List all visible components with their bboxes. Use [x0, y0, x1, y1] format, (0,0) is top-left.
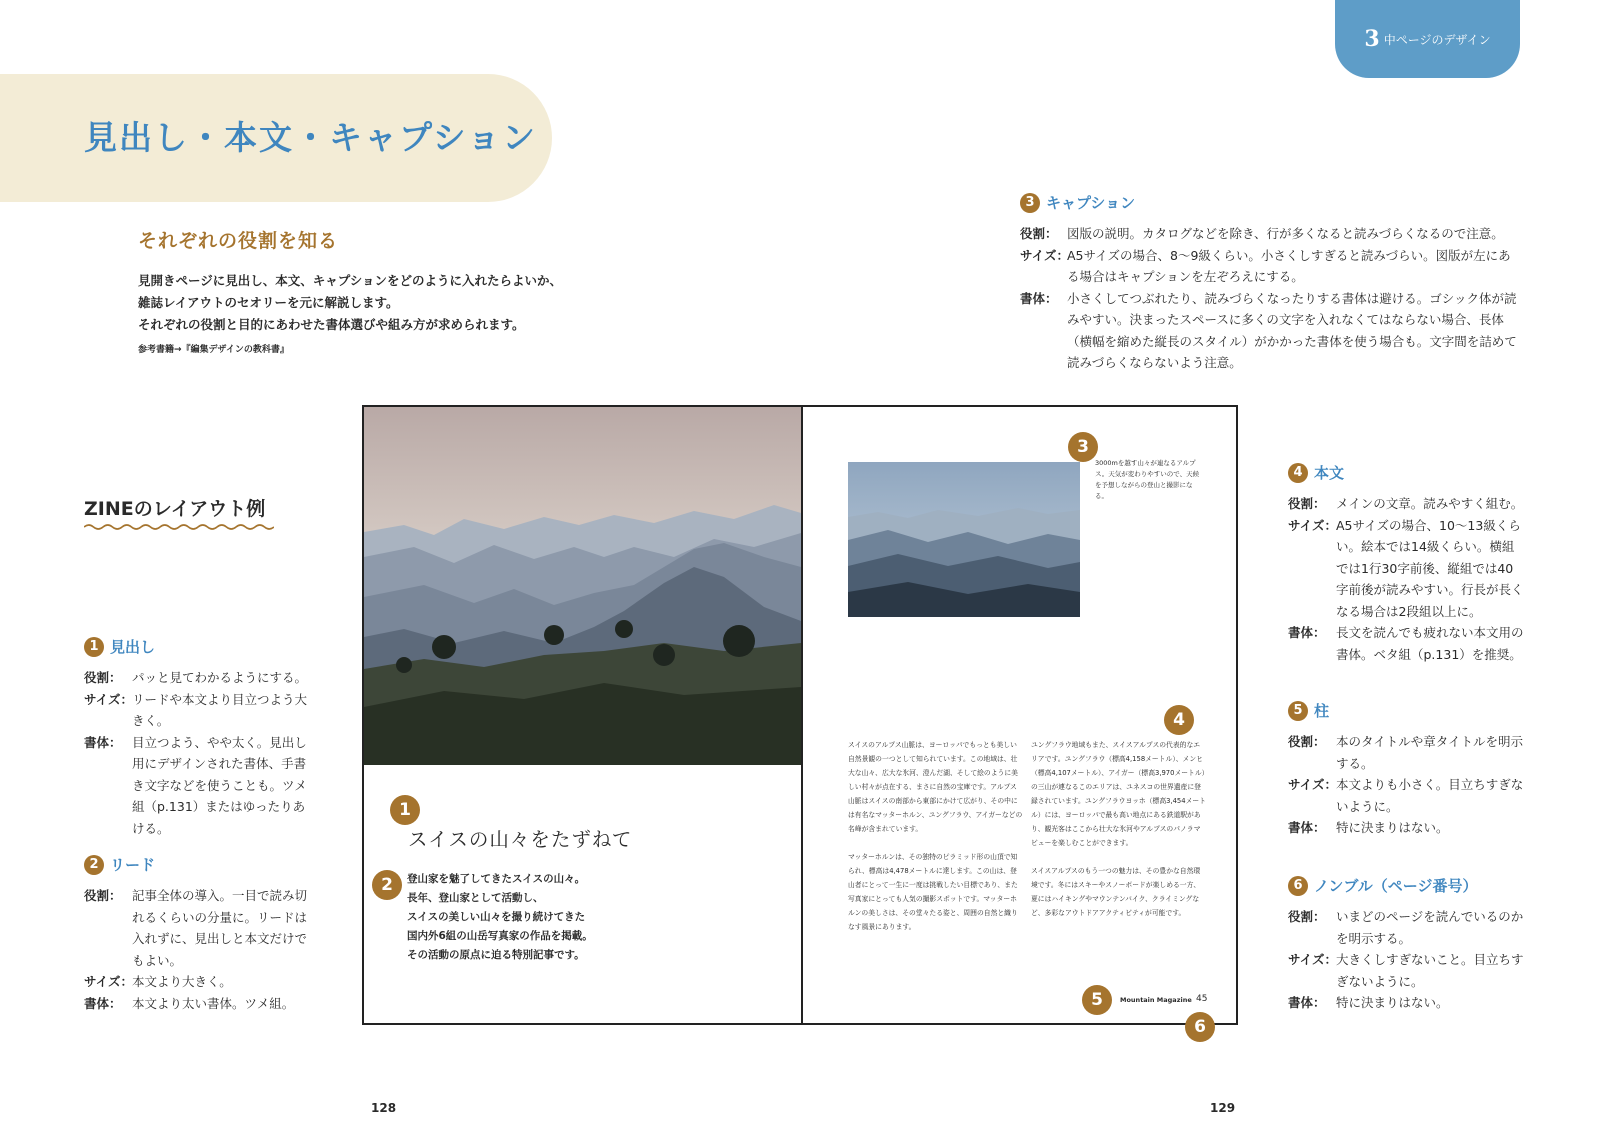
- section-heading: [84, 636, 316, 657]
- section-heading: [1288, 462, 1524, 483]
- zine-headline: スイスの山々をたずねて: [408, 828, 633, 851]
- lead-line: 登山家を魅了してきたスイスの山々。: [407, 873, 586, 885]
- intro-reference: 参考書籍→『編集デザインの教科書』: [138, 345, 289, 355]
- intro-line: 見開きページに見出し、本文、キャプションをどのように入れたらよいか、: [138, 273, 563, 288]
- zine-caption: 3000mを越す山々が連なるアルプス。天気が変わりやすいので、天候を予想しながらの登山と撮影になる。: [1095, 459, 1200, 500]
- row-key: サイズ：: [84, 974, 134, 989]
- intro-heading: それぞれの役割を知る: [138, 230, 339, 252]
- mountain-photo-large: [364, 407, 801, 765]
- zine-running-head: Mountain Magazine: [1120, 996, 1192, 1004]
- section-lead: [84, 854, 316, 1014]
- row-key: 書体：: [1288, 995, 1326, 1010]
- section-row: [1288, 493, 1524, 515]
- row-key: サイズ：: [1288, 517, 1338, 533]
- section-body: [1288, 462, 1524, 665]
- section-row: [1288, 906, 1524, 949]
- row-value: A5サイズの場合、8〜9級くらい。小さくしすぎると読みづらい。図版が左にある場合はキャプションを左ぞろえにする。: [1067, 247, 1511, 284]
- body-paragraph: ユングフラウ地域もまた、スイスアルプスの代表的なエリアです。ユングフラウ（標高4,158メートル）、メンヒ（標高4,107メートル）、アイガー（標高3,970メートル）の三山が連なるこのエリアは、ユネスコの世界遺産に登録されています。ユングフラウヨッホ（標高3,454メートル）には、ヨーロッパで最も高い地点にある鉄道駅があり、観光客はここから壮大な氷河やアルプスのパノラマビューを楽しむことができます。: [1031, 741, 1206, 847]
- section-row: [84, 689, 316, 732]
- marker-folio: 6: [1185, 1012, 1215, 1042]
- row-value: 本文より太い書体。ツメ組。: [132, 995, 295, 1011]
- intro-body: [138, 270, 608, 336]
- row-value: メインの文章。読みやすく組む。: [1336, 496, 1524, 511]
- row-value: 大きくしすぎないこと。目立ちすぎないように。: [1336, 952, 1524, 989]
- row-key: サイズ：: [1020, 247, 1070, 263]
- number-badge: 4: [1288, 463, 1308, 483]
- marker-headline: 1: [390, 795, 420, 825]
- section-row: [1020, 223, 1520, 245]
- section-title: キャプション: [1046, 194, 1136, 212]
- section-row: [84, 732, 316, 840]
- row-key: 役割：: [84, 888, 122, 903]
- row-key: サイズ：: [1288, 777, 1338, 792]
- zine-heading: ZINEのレイアウト例: [84, 498, 266, 520]
- section-heading: [84, 854, 316, 875]
- section-row: [1020, 245, 1520, 288]
- number-badge: 6: [1288, 876, 1308, 896]
- section-row: [1288, 817, 1524, 839]
- row-value: 特に決まりはない。: [1336, 995, 1449, 1010]
- lead-line: 国内外6組の山岳写真家の作品を掲載。: [407, 930, 593, 942]
- row-value: リードや本文より目立つよう大きく。: [132, 691, 308, 728]
- marker-lead: 2: [372, 870, 402, 900]
- section-title: 本文: [1314, 464, 1345, 482]
- spread-gutter: [801, 405, 803, 1025]
- section-heading: [1288, 875, 1524, 896]
- row-value: 本のタイトルや章タイトルを明示する。: [1336, 734, 1524, 771]
- mountain-photo-small: [848, 462, 1080, 617]
- section-title: ノンブル（ページ番号）: [1314, 877, 1478, 895]
- row-key: 役割：: [84, 670, 122, 685]
- row-value: いまどのページを読んでいるのかを明示する。: [1336, 909, 1524, 946]
- section-row: [1288, 731, 1524, 774]
- row-key: 役割：: [1020, 226, 1058, 241]
- section-row: [1288, 992, 1524, 1014]
- section-row: [84, 993, 316, 1015]
- row-key: 役割：: [1288, 496, 1326, 511]
- row-value: 本文より大きく。: [132, 974, 232, 989]
- row-key: 書体：: [84, 995, 122, 1011]
- zine-folio: 45: [1196, 994, 1208, 1004]
- section-row: [84, 667, 316, 689]
- row-key: 書体：: [84, 734, 122, 750]
- lead-line: 長年、登山家として活動し、: [407, 892, 544, 904]
- row-key: 書体：: [1288, 625, 1326, 640]
- row-value: 記事全体の導入。一目で読み切れるくらいの分量に。リードは入れずに、見出しと本文だけでもよい。: [132, 888, 308, 968]
- lead-line: スイスの美しい山々を撮り続けてきた: [407, 911, 586, 923]
- row-key: 書体：: [1288, 820, 1326, 835]
- marker-running-head: 5: [1082, 985, 1112, 1015]
- chapter-label: 中ページのデザイン: [1383, 32, 1491, 47]
- page-number-right: 129: [1210, 1101, 1236, 1115]
- row-value: A5サイズの場合、10〜13級くらい。絵本では14級くらい。横組では1行30字前後、縦組では40字前後が読みやすい。行長が長くなる場合は2段組以上に。: [1336, 517, 1524, 619]
- row-value: 本文よりも小さく。目立ちすぎないように。: [1336, 777, 1524, 814]
- intro-line: それぞれの役割と目的にあわせた書体選びや組み方が求められます。: [138, 317, 525, 332]
- row-value: 図版の説明。カタログなどを除き、行が多くなると読みづらくなるので注意。: [1067, 226, 1504, 241]
- section-nombre: [1288, 875, 1524, 1014]
- body-paragraph: スイスアルプスのもう一つの魅力は、その豊かな自然環境です。冬にはスキーやスノーボードが楽しめる一方、夏にはハイキングやマウンテンバイク、クライミングなど、多彩なアウトドアアクティビティが可能です。: [1031, 867, 1201, 917]
- section-caption: [1020, 192, 1520, 374]
- body-paragraph: マッターホルンは、その独特のピラミッド形の山頂で知られ、標高は4,478メートルに達します。この山は、登山者にとって一生に一度は挑戦したい目標であり、また写真家にとっても人気の撮影スポットです。マッターホルンの美しさは、その堂々たる姿と、周囲の自然と織りなす風景にあります。: [848, 853, 1018, 931]
- row-key: 書体：: [1020, 290, 1058, 306]
- number-badge: 2: [84, 855, 104, 875]
- row-key: サイズ：: [84, 691, 134, 707]
- row-key: サイズ：: [1288, 952, 1338, 967]
- zine-lead: [407, 870, 667, 965]
- section-row: [1288, 515, 1524, 623]
- section-row: [1288, 622, 1524, 665]
- section-row: [1288, 774, 1524, 817]
- section-title: リード: [110, 856, 156, 874]
- row-value: 特に決まりはない。: [1336, 820, 1449, 835]
- row-value: 長文を読んでも疲れない本文用の書体。ベタ組（p.131）を推奨。: [1336, 625, 1524, 662]
- section-heading: [1020, 192, 1520, 213]
- section-row: [1020, 288, 1520, 374]
- row-key: 役割：: [1288, 909, 1326, 924]
- section-title: 見出し: [110, 638, 156, 656]
- section-row: [1288, 949, 1524, 992]
- row-value: パッと見てわかるようにする。: [132, 670, 308, 685]
- page-title: 見出し・本文・キャプション: [84, 118, 538, 157]
- section-midashi: [84, 636, 316, 839]
- number-badge: 1: [84, 637, 104, 657]
- section-row: [84, 971, 316, 993]
- section-title: 柱: [1314, 702, 1330, 720]
- zine-body-column-2: [1031, 738, 1206, 934]
- section-row: [84, 885, 316, 971]
- wavy-underline: [84, 522, 274, 532]
- chapter-tab: [1335, 0, 1520, 78]
- marker-body: 4: [1164, 705, 1194, 735]
- zine-body-column-1: [848, 738, 1023, 948]
- intro-line: 雑誌レイアウトのセオリーを元に解説します。: [138, 295, 399, 310]
- number-badge: 5: [1288, 701, 1308, 721]
- row-value: 目立つよう、やや太く。見出し用にデザインされた書体、手書き文字などを使うことも。ツメ組（p.131）またはゆったりあける。: [132, 734, 307, 836]
- chapter-number: 3: [1364, 26, 1380, 52]
- number-badge: 3: [1020, 193, 1040, 213]
- row-key: 役割：: [1288, 734, 1326, 749]
- section-heading: [1288, 700, 1524, 721]
- body-paragraph: スイスのアルプス山脈は、ヨーロッパでもっとも美しい自然景観の一つとして知られています。この地域は、壮大な山々、広大な氷河、澄んだ湖、そして絵のように美しい村々が点在する、まさに自然の宝庫です。アルプス山脈はスイスの南部から東部にかけて広がり、その中には有名なマッターホルン、ユングフラウ、アイガーなどの名峰が含まれています。: [848, 741, 1023, 833]
- section-hashira: [1288, 700, 1524, 839]
- marker-caption: 3: [1068, 432, 1098, 462]
- lead-line: その活動の原点に迫る特別記事です。: [407, 949, 585, 961]
- row-value: 小さくしてつぶれたり、読みづらくなったりする書体は避ける。ゴシック体が読みやすい。決まったスペースに多くの文字を入れなくてはならない場合、長体（横幅を縮めた縦長のスタイル）がかかった書体を使う場合も。文字間を詰めて読みづらくならないよう注意。: [1067, 290, 1517, 370]
- page-number-left: 128: [371, 1101, 397, 1115]
